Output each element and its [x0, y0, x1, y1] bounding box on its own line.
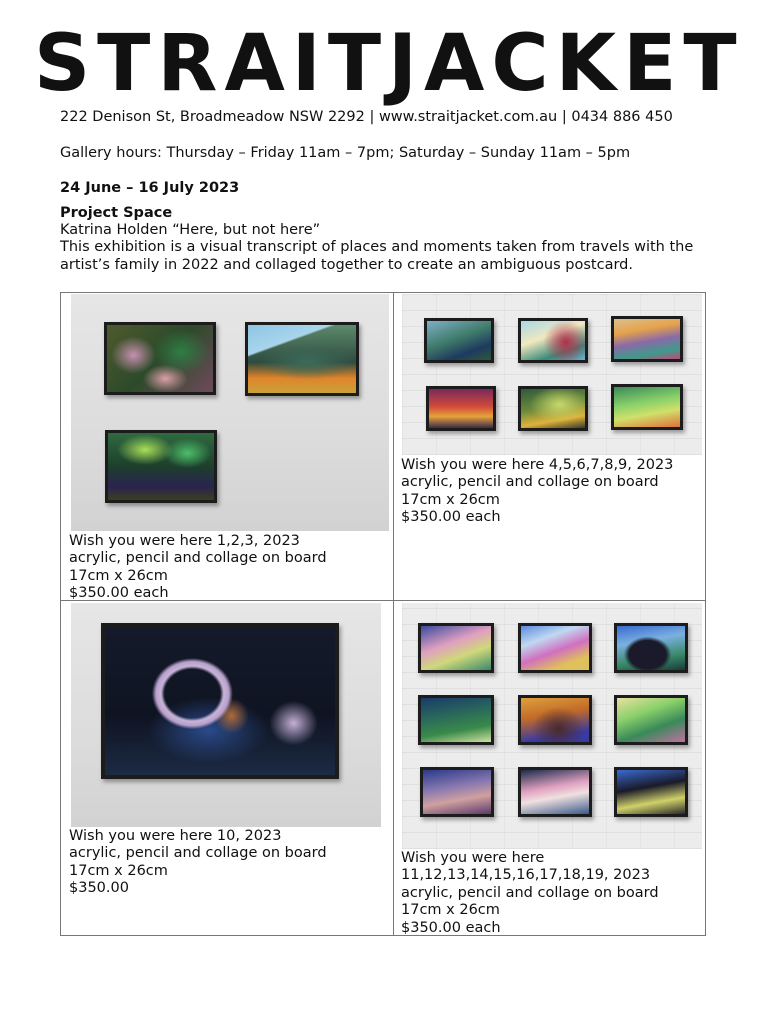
work-title: Wish you were here 1,2,3, 2023: [69, 533, 300, 549]
photo-works-1-2-3: [71, 294, 389, 531]
work-price: $350.00 each: [401, 509, 501, 526]
gallery-logo: STRAITJACKET: [34, 19, 744, 109]
exhibition-description: This exhibition is a visual transcript of places and moments taken from travels with the artist’s family in 2022 and collaged together to create an ambiguous postcard.: [60, 239, 694, 273]
painting-7: [426, 386, 496, 431]
caption-works-4-9: [401, 457, 673, 527]
photo-work-10: [71, 603, 381, 827]
work-size: 17cm x 26cm: [69, 567, 168, 584]
painting-5: [518, 318, 588, 363]
photo-works-11-19: [402, 603, 702, 849]
painting-13: [614, 623, 688, 673]
painting-1: [104, 322, 216, 395]
caption-works-11-19: [401, 850, 659, 937]
work-size: 17cm x 26cm: [69, 862, 168, 879]
space-name: Project Space: [60, 205, 173, 221]
work-medium: acrylic, pencil and collage on board: [401, 474, 659, 491]
work-price: $350.00 each: [69, 585, 169, 602]
works-table: [60, 292, 706, 936]
painting-9: [611, 384, 683, 430]
photo-works-4-9: [402, 294, 702, 455]
exhibition-dates: 24 June – 16 July 2023: [60, 180, 240, 196]
work-size: 17cm x 26cm: [401, 902, 500, 919]
artist-title: Katrina Holden “Here, but not here”: [60, 222, 321, 238]
caption-works-1-2-3: [69, 533, 327, 603]
caption-work-10: [69, 828, 327, 898]
painting-3: [105, 430, 217, 503]
work-price: $350.00 each: [401, 919, 501, 936]
painting-8: [518, 386, 588, 431]
work-medium: acrylic, pencil and collage on board: [401, 884, 659, 901]
painting-17: [420, 767, 494, 817]
work-medium: acrylic, pencil and collage on board: [69, 550, 327, 567]
painting-14: [418, 695, 494, 745]
painting-2: [245, 322, 359, 396]
work-title-line2: 11,12,13,14,15,16,17,18,19, 2023: [401, 867, 651, 884]
table-divider-vertical: [393, 293, 394, 935]
painting-19: [614, 767, 688, 817]
work-title: Wish you were here 4,5,6,7,8,9, 2023: [401, 457, 674, 473]
work-title: Wish you were here 10, 2023: [69, 828, 282, 844]
work-size: 17cm x 26cm: [401, 491, 500, 508]
gallery-hours: Gallery hours: Thursday – Friday 11am – 7pm; Saturday – Sunday 11am – 5pm: [60, 145, 631, 161]
painting-10: [101, 623, 339, 779]
work-medium: acrylic, pencil and collage on board: [69, 845, 327, 862]
contact-line: 222 Denison St, Broadmeadow NSW 2292 | www.straitjacket.com.au | 0434 886 450: [60, 109, 673, 125]
painting-6: [611, 316, 683, 362]
painting-4: [424, 318, 494, 363]
work-price: $350.00: [69, 880, 129, 897]
work-title-line1: Wish you were here: [401, 850, 545, 866]
painting-12: [518, 623, 592, 673]
painting-15: [518, 695, 592, 745]
painting-16: [614, 695, 688, 745]
painting-11: [418, 623, 494, 673]
painting-18: [518, 767, 592, 817]
